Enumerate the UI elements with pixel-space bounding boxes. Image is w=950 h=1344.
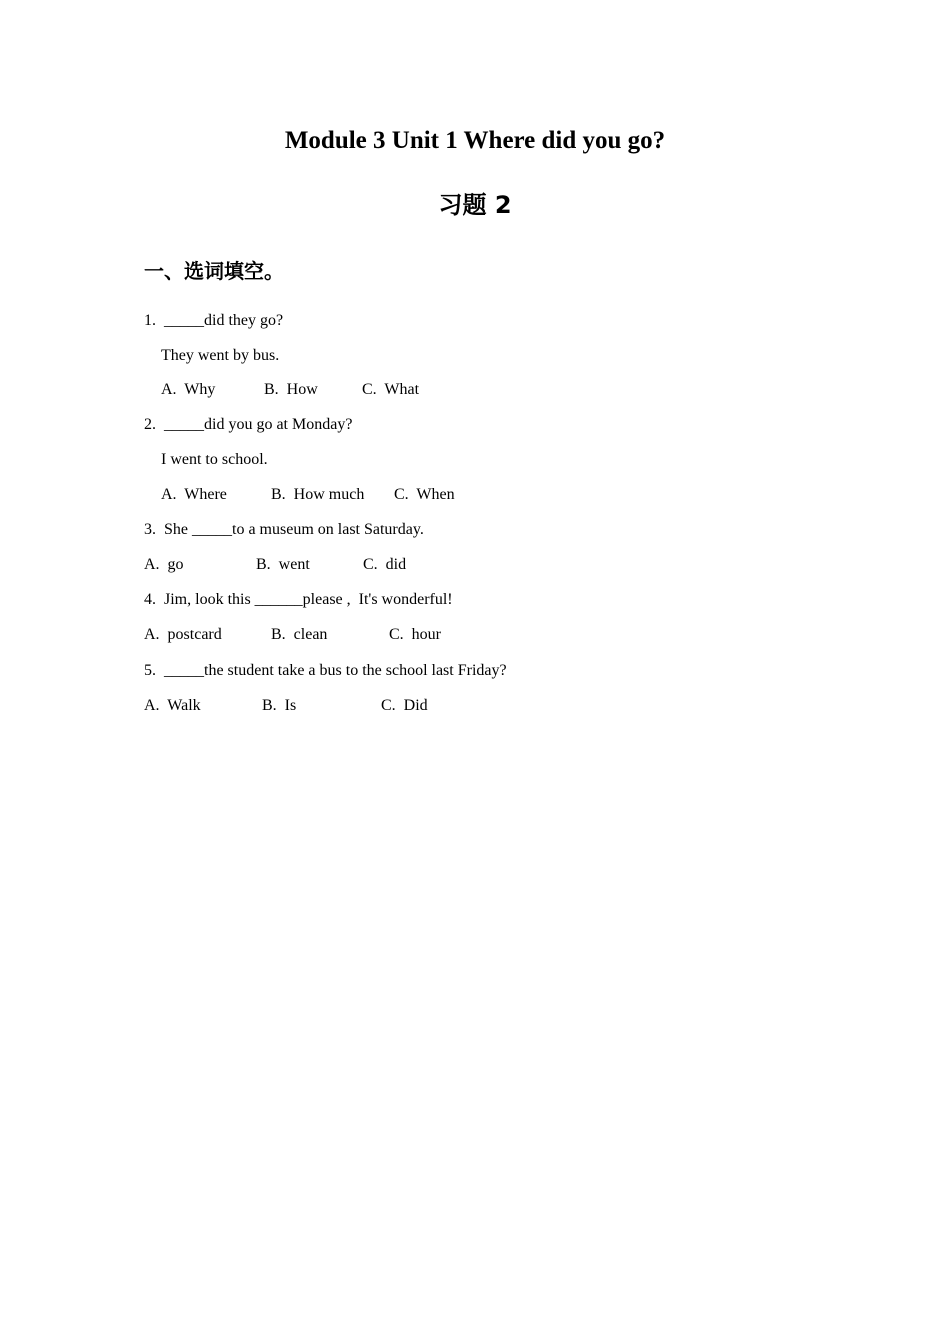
option-c: C. When [394, 486, 455, 503]
question-stem: 2. _____did you go at Monday? [144, 416, 353, 433]
option-b: B. clean [271, 626, 328, 643]
option-a: A. Walk [144, 697, 201, 714]
option-b: B. Is [262, 697, 297, 714]
option-b: B. How [264, 381, 318, 398]
option-a: A. Why [161, 381, 216, 398]
question-stem: 4. Jim, look this ______please , It's wonderful! [144, 591, 453, 608]
option-b: B. How much [271, 486, 365, 503]
question-stem: 1. _____did they go? [144, 312, 284, 329]
question-stem: 5. _____the student take a bus to the school last Friday? [144, 662, 507, 679]
option-a: A. go [144, 556, 184, 573]
question-stem: 3. She _____to a museum on last Saturday. [144, 521, 424, 538]
option-c: C. hour [389, 626, 441, 643]
document-subtitle: 习题 2 [438, 191, 512, 219]
option-b: B. went [256, 556, 310, 573]
option-a: A. Where [161, 486, 227, 503]
section-heading: 一、选词填空。 [144, 259, 284, 283]
option-c: C. Did [381, 697, 428, 714]
document-title: Module 3 Unit 1 Where did you go? [284, 127, 666, 154]
question-answer-line: They went by bus. [161, 347, 280, 364]
question-answer-line: I went to school. [161, 451, 268, 468]
option-c: C. What [362, 381, 420, 398]
option-a: A. postcard [144, 626, 222, 643]
option-c: C. did [363, 556, 407, 573]
